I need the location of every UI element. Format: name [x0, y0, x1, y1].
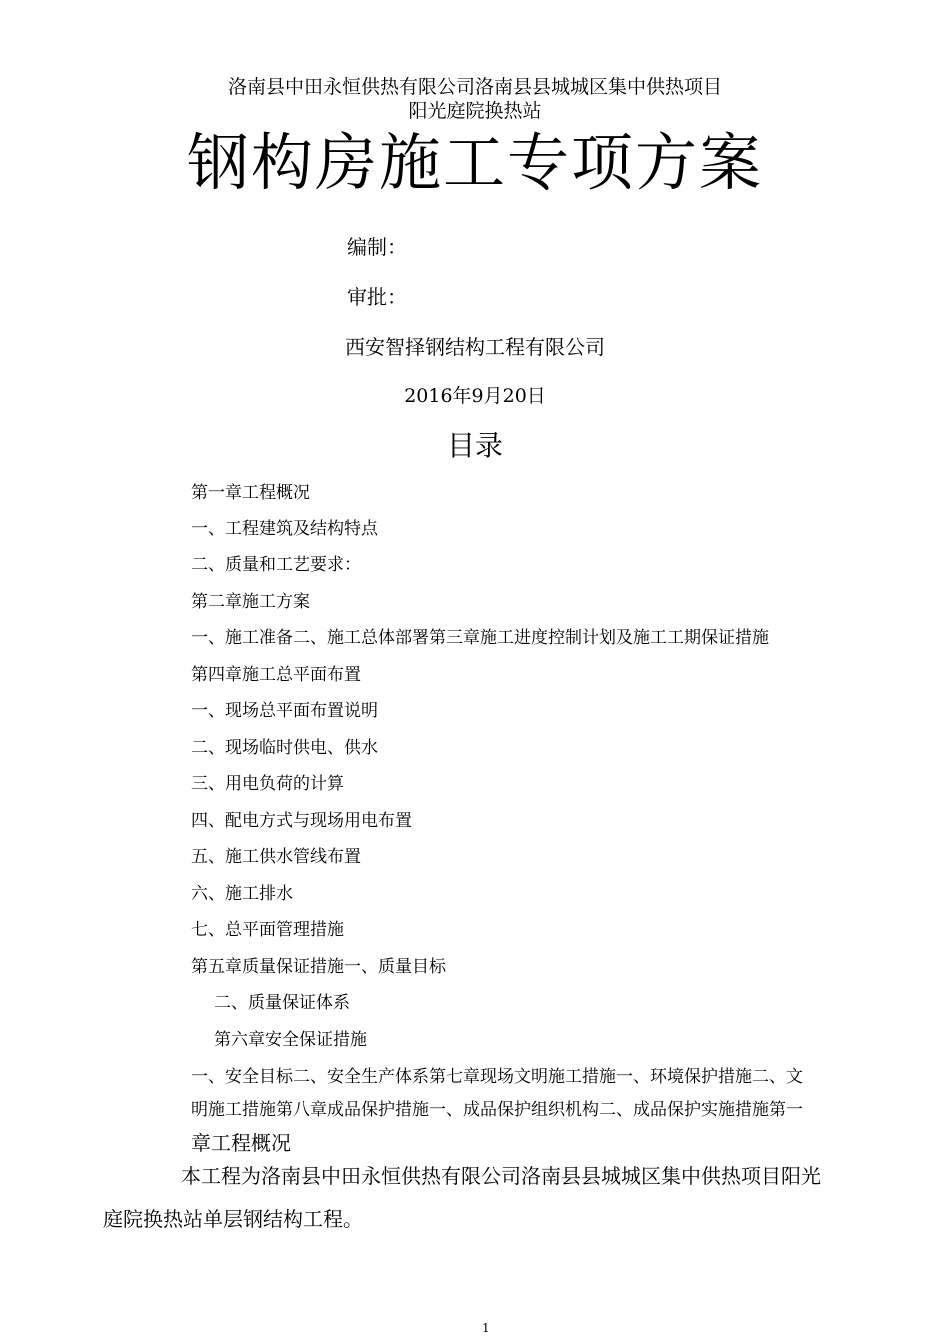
- document-title: 钢构房施工专项方案: [186, 126, 763, 199]
- toc-item: 七、总平面管理措施: [191, 920, 344, 940]
- toc-item: 四、配电方式与现场用电布置: [191, 811, 412, 831]
- company-name: 西安智择钢结构工程有限公司: [345, 335, 605, 359]
- header-line-2: 阳光庭院换热站: [408, 100, 542, 122]
- toc-item: 一、安全目标二、安全生产体系第七章现场文明施工措施一、环境保护措施二、文: [191, 1067, 803, 1087]
- compiled-by-label: 编制：: [347, 235, 407, 259]
- toc-item: 第四章施工总平面布置: [191, 665, 361, 685]
- toc-item: 六、施工排水: [191, 884, 293, 904]
- toc-item: 章工程概况: [191, 1131, 291, 1155]
- toc-item: 二、质量保证体系: [214, 993, 350, 1013]
- approved-by-label: 审批：: [347, 285, 407, 309]
- document-date: 2016年9月20日: [404, 385, 546, 407]
- toc-item: 三、用电负荷的计算: [191, 774, 344, 794]
- body-paragraph-line-1: 本工程为洛南县中田永恒供热有限公司洛南县县城城区集中供热项目阳光: [181, 1164, 821, 1188]
- toc-item: 第五章质量保证措施一、质量目标: [191, 957, 446, 977]
- page-number: 1: [482, 1321, 490, 1335]
- toc-item: 第六章安全保证措施: [214, 1030, 367, 1050]
- toc-item: 一、施工准备二、施工总体部署第三章施工进度控制计划及施工工期保证措施: [191, 628, 769, 648]
- toc-item: 第二章施工方案: [191, 592, 310, 612]
- header-line-1: 洛南县中田永恒供热有限公司洛南县县城城区集中供热项目: [227, 76, 722, 98]
- toc-item: 一、工程建筑及结构特点: [191, 519, 378, 539]
- toc-title: 目录: [446, 429, 503, 462]
- toc-item: 二、现场临时供电、供水: [191, 738, 378, 758]
- toc-item: 一、现场总平面布置说明: [191, 701, 378, 721]
- toc-item: 明施工措施第八章成品保护措施一、成品保护组织机构二、成品保护实施措施第一: [191, 1100, 803, 1120]
- toc-item: 五、施工供水管线布置: [191, 847, 361, 867]
- body-paragraph-line-2: 庭院换热站单层钢结构工程。: [103, 1207, 363, 1231]
- toc-item: 第一章工程概况: [191, 483, 310, 503]
- toc-item: 二、质量和工艺要求：: [191, 555, 361, 575]
